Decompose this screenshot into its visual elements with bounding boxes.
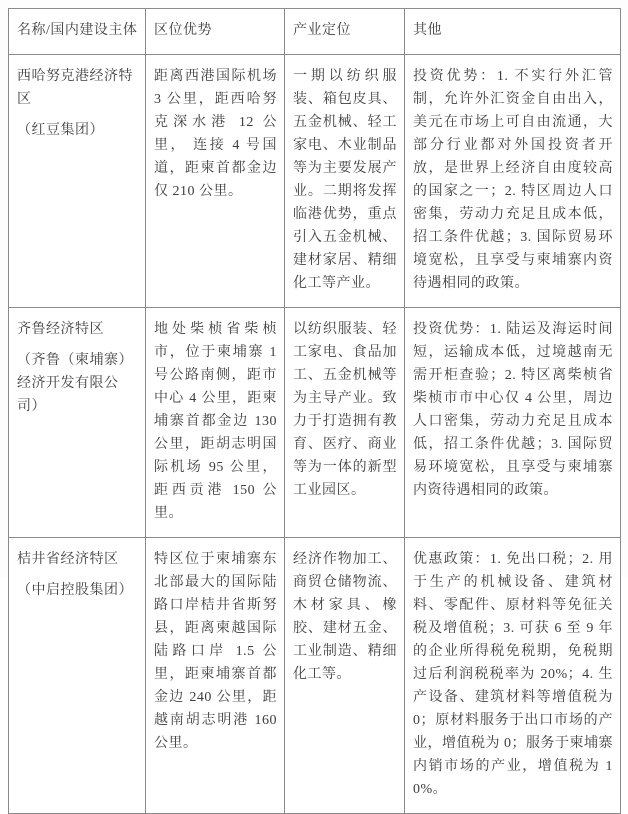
- cell-location-advantage: 特区位于柬埔寨东北部最大的国际陆路口岸桔井省斯努县，距离柬越国际陆路口岸 1.5 公里，距柬埔寨首都金边 240 公里，距越南胡志明港 160 公里。: [146, 538, 285, 814]
- cell-zone-name: [9, 55, 146, 308]
- cell-zone-name: [9, 308, 146, 538]
- cell-location-advantage: 距离西港国际机场 3 公里，距西哈努克深水港 12 公里， 连接 4 号国道，距柬首都金边仅 210 公里。: [146, 55, 285, 308]
- header-industry-positioning: 产业定位: [285, 9, 405, 55]
- zone-builder: （中启控股集团）: [17, 583, 133, 598]
- zone-name: 齐鲁经济特区: [17, 322, 104, 337]
- table-row: [9, 308, 621, 538]
- cell-industry-positioning: 以纺织服装、轻工家电、食品加工、五金机械等为主导产业。致力于打造拥有教育、医疗、商业等为一体的新型工业园区。: [285, 308, 405, 538]
- cell-industry-positioning: 一期以纺织服装、箱包皮具、五金机械、轻工家电、木业制品等为主要发展产业。二期将发挥临港优势，重点引入五金机械、建材家居、精细化工等产业。: [285, 55, 405, 308]
- zone-builder: （齐鲁（柬埔寨）经济开发有限公司）: [17, 353, 133, 414]
- zone-name: 桔井省经济特区: [17, 552, 119, 567]
- cell-zone-name: [9, 538, 146, 814]
- header-name-builder: 名称/国内建设主体: [9, 9, 146, 55]
- header-location-advantage: 区位优势: [146, 9, 285, 55]
- table-row: [9, 538, 621, 814]
- table-header-row: [9, 9, 621, 55]
- zone-name: 西哈努克港经济特区: [17, 69, 133, 107]
- sez-comparison-table: [8, 8, 621, 814]
- cell-location-advantage: 地处柴桢省柴桢市，位于柬埔寨 1 号公路南侧，距市中心 4 公里，距柬埔寨首都金边 130 公里，距胡志明国际机场 95 公里，距西贡港 150 公里。: [146, 308, 285, 538]
- cell-other: 投资优势：1. 陆运及海运时间短，运输成本低，过境越南无需开柜查验；2. 特区离柴桢省柴桢市市中心仅 4 公里，周边人口密集，劳动力充足且成本低，招工条件优越；3. 国际贸易环境宽松，且享受与柬埔寨内资待遇相同的政策。: [405, 308, 621, 538]
- zone-builder: （红豆集团）: [17, 123, 104, 138]
- header-other: 其他: [405, 9, 621, 55]
- cell-other: 投资优势：1. 不实行外汇管制，允许外汇资金自由出入，美元在市场上可自由流通，大部分行业都对外国投资者开放，是世界上经济自由度较高的国家之一；2. 特区周边人口密集，劳动力充足且成本低，招工条件优越；3. 国际贸易环境宽松，且享受与柬埔寨内资待遇相同的政策。: [405, 55, 621, 308]
- cell-other: 优惠政策：1. 免出口税；2. 用于生产的机械设备、建筑材料、零配件、原材料等免征关税及增值税；3. 可获 6 至 9 年的企业所得税免税期，免税期过后利润税税率为 20%；4. 生产设备、建筑材料等增值税为 0；原材料服务于出口市场的产业，增值税为 0；服务于柬埔寨内销市场的产业，增值税为 10%。: [405, 538, 621, 814]
- table-row: [9, 55, 621, 308]
- cell-industry-positioning: 经济作物加工、商贸仓储物流、木材家具、橡胶、建材五金、工业制造、精细化工等。: [285, 538, 405, 814]
